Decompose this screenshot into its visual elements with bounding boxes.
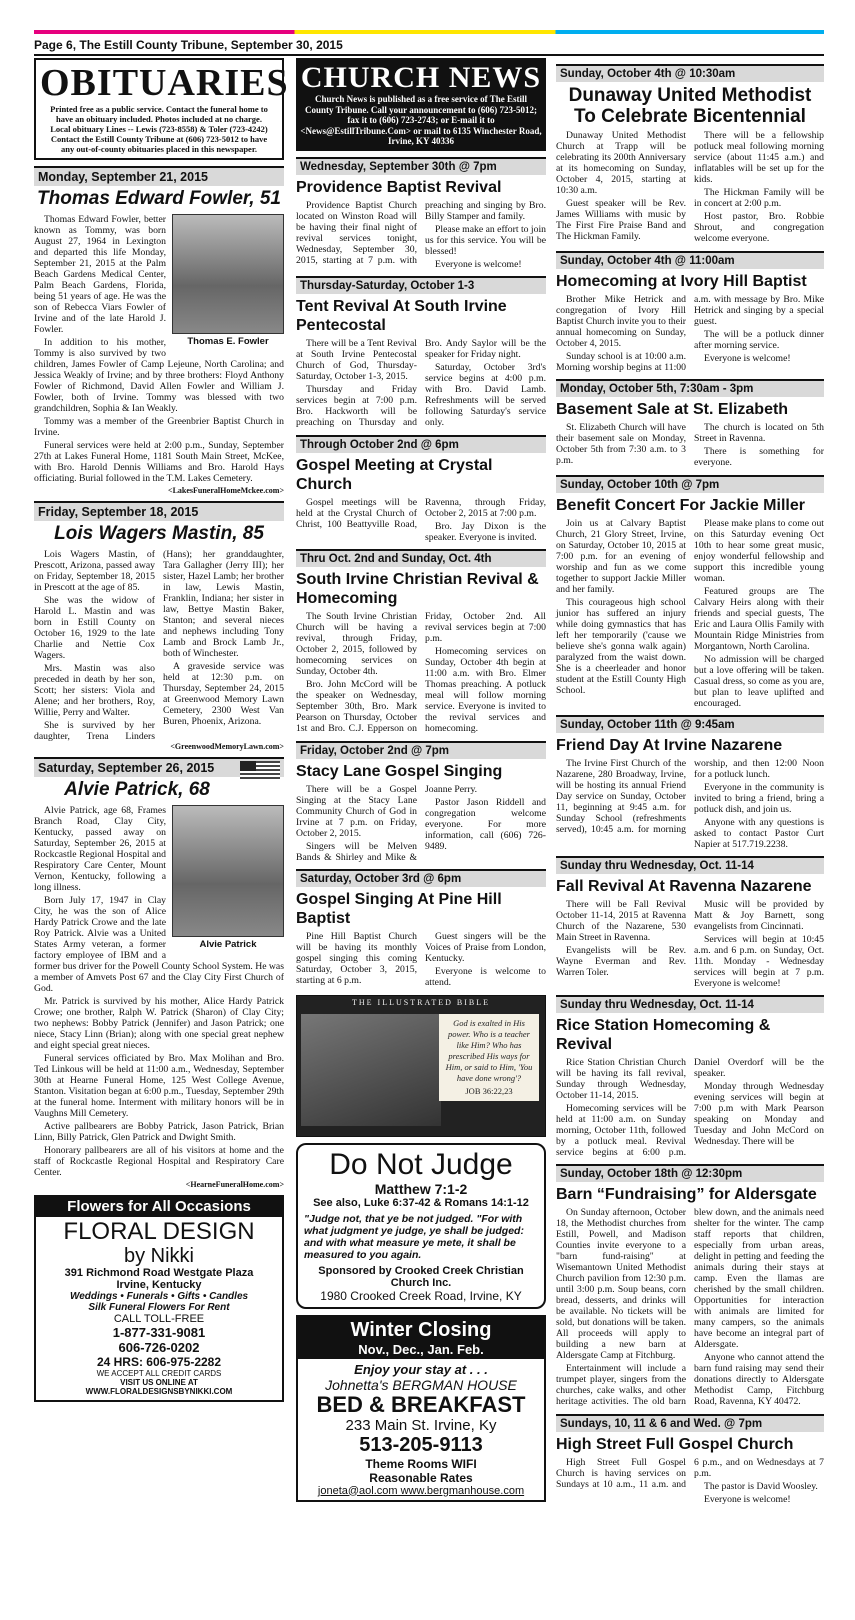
dnj-address: 1980 Crooked Creek Road, Irvine, KY (320, 1288, 522, 1303)
ad-bnb: BED & BREAKFAST (316, 1391, 526, 1417)
event-paragraph: Services will begin at 10:45 a.m. and 6 p.m. on Sunday, Oct. 11th. Monday - Wednesday services will begin at 7 p.m. Everyone is welcome! (694, 934, 824, 989)
portrait-photo (172, 805, 284, 937)
ad-services: Weddings • Funerals • Gifts • Candles (69, 1291, 249, 1302)
obit-body (34, 549, 284, 742)
event-paragraph: Everyone is welcome! (704, 1494, 791, 1505)
church-events-list (556, 64, 824, 1505)
obit-source: <LakesFuneralHomeMckee.com> (168, 486, 284, 495)
flag-icon (240, 761, 280, 781)
photo-caption: Thomas E. Fowler (187, 336, 269, 347)
church-event (556, 64, 824, 245)
event-paragraph: Please make an effort to join us for this service. You will be blessed! (425, 223, 546, 257)
event-paragraph: There is something for everyone. (694, 446, 824, 468)
event-body (556, 130, 824, 245)
header-rule (34, 54, 824, 56)
obit-paragraph: Thomas Edward Fowler, better known as Tommy, was born August 27, 1964 in Lexington and departed this life Monday, September 21, 2015 at the Palm Beach Gardens Medical Center, Palm Beach Gardens, Florida, being 51 years of age. He was the son of Rebecca Viars Fowler of Irvine and of the late Harold J. Fowler. (34, 214, 166, 335)
obit-date (34, 757, 284, 777)
event-paragraph: Thursday and Friday services begin at 7:00 p.m. Bro. Hackworth will be preaching on Thursday and Bro. Andy Saylor will be the speaker for Friday night. (296, 337, 546, 428)
obit-source: <GreenwoodMemoryLawn.com> (170, 742, 284, 751)
page-folio: Page 6, The Estill County Tribune, September 30, 2015 (34, 38, 343, 52)
event-paragraph: Please make plans to come out on this Saturday evening Oct 10th to hear some great music, enjoy wonderful fellowship and support this incredible young woman. (694, 518, 824, 584)
event-body (556, 1207, 824, 1408)
ad-visit: VISIT US ONLINE AT (120, 1378, 198, 1387)
ad-place: Johnetta's BERGMAN HOUSE (325, 1376, 517, 1393)
church-event (556, 715, 824, 850)
church-event (296, 869, 546, 989)
obit-paragraph: Mr. Patrick is survived by his mother, Alice Hardy Patrick Crowe; one brother, Ralph W. Patrick (Sharon) of Clay City; two nephews: Bobby Patrick (Jennifer) and Jason Patrick; one niece, Stacy Linn (Brian); along with one special great nephew and eight special great nieces. (34, 996, 284, 1051)
event-paragraph: Everyone is welcome to attend. (425, 965, 546, 988)
obit-paragraph: Funeral services were held at 2:00 p.m., Sunday, September 27th at Lakes Funeral Home, 1181 South Main Street, McKee, with Bro. Harold Dennis Williams and Bro. Harold Hays officiating. Burial followed in the T.M. Lakes Cemetery. (34, 440, 284, 484)
event-title: South Irvine Christian Revival & Homecoming (296, 570, 539, 607)
ad-phone: 1-877-331-9081 (112, 1325, 206, 1340)
obituaries-column (34, 58, 289, 1402)
event-date-bar: Sunday thru Wednesday, Oct. 11-14 (556, 995, 824, 1013)
event-paragraph: Music will be provided by Matt & Joy Barnett, song evangelists from Cincinnati. (694, 899, 824, 932)
obit-photo (172, 214, 284, 347)
ad-rates: Reasonable Rates (369, 1470, 473, 1485)
winter-line1: Winter Closing (350, 1318, 492, 1341)
obit-paragraph: In addition to his mother, Tommy is also survived by two children, James Fowler of Camp Lejeune, North Carolina; and Jessica Weakly of Irvine; and by three brothers: Floyd Anthony Fowler of Richmond, David Allen Fowler and William J. Fowler, both of Irvine. Tommy was blessed with two grandchildren, Sophia & Ian Weakly. (34, 337, 284, 414)
event-paragraph: Bro. John McCord will be the speaker on Wednesday, September 30th, Bro. Mark Pearson on Thursday, October 1st and Bro. C.J. Epperson on Friday, October 2nd. All revival services begin at 7:00 p.m. (296, 610, 546, 734)
event-title: Providence Baptist Revival (296, 178, 502, 196)
event-paragraph: No admission will be charged but a love offering will be taken. Casual dress, so come as you are, but plan to leave uplifted and encouraged. (694, 654, 824, 709)
event-body (556, 899, 824, 989)
church-event (556, 379, 824, 469)
event-title: Barn “Fundraising” for Aldersgate (556, 1186, 817, 1203)
event-paragraph: Evangelists will be Rev. Wayne Everman and Rev. Warren Toler. (556, 945, 686, 978)
event-paragraph: The pastor is David Woosley. (704, 1481, 818, 1492)
event-paragraph: High Street Full Gospel Church is having services on Sundays at 10 a.m., 11 a.m. and 6 p.m., and on Wednesdays at 7 p.m. (556, 1457, 824, 1490)
event-body (556, 294, 824, 373)
church-event (556, 1414, 824, 1505)
church-event (556, 856, 824, 989)
obit-name: Thomas Edward Fowler, 51 (37, 188, 281, 209)
ad-address: 391 Richmond Road Westgate Plaza (64, 1267, 254, 1279)
event-paragraph: There will be Fall Revival October 11-14, 2015 at Ravenna Church of the Nazarene, 530 Main Street in Ravenna. (556, 899, 686, 943)
obit-paragraph: Honorary pallbearers are all of his visitors at home and the staff of Rockcastle Regional Hospital and Respiratory Care Center. (34, 1145, 284, 1178)
event-paragraph: On Sunday afternoon, October 18, the Methodist churches from Estill, Powell, and Madison Counties invite everyone to a "barn fund-raising" at Wisemantown United Methodist Church pavilion from 12:30 p.m. until 3:00 p.m. Soup beans, corn bread, desserts, and drinks will be available. No tickets will be sold, but donations will be taken. All proceeds will apply to building a new barn at Aldersgate Camp at Fitchburg. (556, 1207, 686, 1361)
church-event (296, 435, 546, 543)
church-event (556, 251, 824, 373)
event-paragraph: There will be a fellowship potluck meal following morning service (about 11:45 a.m.) and inflatables will be set up for the kids. (694, 130, 824, 185)
ad-amenities: Theme Rooms WIFI (365, 1456, 477, 1471)
obit-paragraph: Lois Wagers Mastin, of Prescott, Arizona, passed away on Friday, September 18, 2015 in Prescott at the age of 85. (34, 549, 155, 593)
event-title: Basement Sale at St. Elizabeth (556, 401, 789, 418)
event-body (296, 497, 546, 543)
event-paragraph: Join us at Calvary Baptist Church, 21 Glory Street, Irvine, on Saturday, October 10, 2015 at 7:00 p.m. for an evening of worship and fun as we come together to support Jackie Miller and her family. (556, 518, 686, 595)
church-event (556, 1164, 824, 1408)
event-body (296, 338, 546, 429)
event-paragraph: Saturday, October 3rd's service begins at 4:00 p.m. with Bro. David Lamb. Refreshments will be served following Saturday's service only. (425, 361, 546, 428)
event-paragraph: Gospel meetings will be held at the Crystal Church of Christ, 100 Beattyville Road, Ravenna, through Friday, October 2, 2015 at 7:00 p.m. (296, 496, 546, 530)
obituaries-note-3: Local obituary Lines -- Lewis (723-8558) & Toler (723-4242) (50, 124, 268, 134)
bible-verse-text: God is exalted in His power. Who is a teacher like Him? Who has prescribed His ways for Him, or said to Him, 'You have done wrong'? (445, 1017, 533, 1083)
ad-city: Irvine, Kentucky (116, 1279, 202, 1291)
church-event (296, 276, 546, 429)
event-paragraph: Rice Station Christian Church will be having its fall revival, Sunday through Wednesday, October 11-14, 2015. (556, 1057, 686, 1101)
event-body (556, 518, 824, 709)
event-paragraph: Everyone is welcome! (704, 353, 791, 364)
obit-paragraph: A graveside service was held at 12:30 p.m. on Thursday, September 24, 2015 at Greenwood Memory Lawn Cemetery, 2300 West Van Buren, Phoenix, Arizona. (163, 661, 284, 727)
event-paragraph: Pine Hill Baptist Church will be having its monthly gospel singing this coming Saturday, October 3, 2015, starting at 6 p.m. (296, 930, 417, 986)
ad-header: Flowers for All Occasions (36, 1197, 282, 1217)
event-body (296, 931, 546, 989)
bible-verse (439, 1014, 539, 1101)
portrait-photo (172, 214, 284, 334)
event-paragraph: Singers will be Melven Bands & Shirley and Mike & Joanne Perry. (296, 783, 478, 863)
event-date-bar: Saturday, October 3rd @ 6pm (296, 869, 546, 887)
event-paragraph: St. Elizabeth Church will have their basement sale on Monday, October 5th from 7:30 a.m. to 3 p.m. (556, 422, 686, 466)
event-date-bar: Wednesday, September 30th @ 7pm (296, 157, 546, 175)
ad-hours: 24 HRS: 606-975-2282 (96, 1355, 222, 1369)
event-paragraph: The South Irvine Christian Church will be having a revival, through Friday, October 2, 2015, followed by homecoming services on Sunday, October 4th. (296, 610, 417, 677)
event-title: Fall Revival At Ravenna Nazarene (556, 878, 812, 895)
color-bar (34, 30, 824, 34)
event-paragraph: Pastor Jason Riddell and congregation welcome everyone. For more information, call (606) 726-9489. (425, 796, 546, 852)
ad-cards: WE ACCEPT ALL CREDIT CARDS (96, 1369, 222, 1378)
event-paragraph: Guest singers will be the Voices of Praise from London, Kentucky. (425, 930, 546, 964)
event-title: Dunaway United Methodist To Celebrate Bicentennial (568, 85, 812, 127)
event-paragraph: Monday through Wednesday evening services will begin at 7:00 p.m with Mark Pearson speaking on Monday and Tuesday and John McCord on Wednesday. There will be (694, 1081, 824, 1147)
dnj-sponsor: Sponsored by Crooked Creek Christian Church Inc. (318, 1264, 524, 1289)
obit-name: Alvie Patrick, 68 (64, 779, 210, 800)
event-date-bar: Sundays, 10, 11 & 6 and Wed. @ 7pm (556, 1414, 824, 1432)
obituaries-note-5: any out-of-county obituaries placed in this newspaper. (61, 144, 257, 154)
event-date-bar: Thursday-Saturday, October 1-3 (296, 276, 546, 294)
event-body (296, 200, 546, 270)
event-date-bar: Sunday, October 18th @ 12:30pm (556, 1164, 824, 1182)
obit-paragraph: Active pallbearers are Bobby Patrick, Jason Patrick, Brian Linn, Billy Patrick, Glen Patrick and Dwight Smith. (34, 1121, 284, 1143)
ad-subname: by Nikki (123, 1245, 194, 1267)
event-paragraph: Anyone who cannot attend the barn fund raising may send their donations directly to Aldersgate Methodist Camp, Fitchburg Road, Ravenna, KY 40472. (694, 1352, 824, 1407)
event-date-bar: Monday, October 5th, 7:30am - 3pm (556, 379, 824, 397)
dnj-title: Do Not Judge (329, 1147, 513, 1181)
bible-illustration (301, 1014, 441, 1126)
obit-paragraph: She was the widow of Harold L. Mastin and was born in Estill County on October 16, 1929 to the late Charlie and Nettie Cox Wagers. (34, 595, 155, 661)
dnj-quote: "Judge not, that ye be not judged. "For with what judgment ye judge, ye shall be judged: and with what measure ye mete, it shall be measured to you again. (304, 1212, 524, 1261)
event-title: Rice Station Homecoming & Revival (556, 1017, 771, 1053)
obit-paragraph: Born July 17, 1947 in Clay City, he was the son of Alice Hardy Patrick Crowe and the late Roy Patrick. Alvie was a United States Army veteran, a former factory employee of IBM and a former bus driver for the Powell County School System. He was a member of Amvets Post 67 and the Clay City First Church of God. (34, 895, 284, 994)
event-paragraph: Homecoming services on Sunday, October 4th begin at 11:00 a.m. with Bro. Elmer Thomas preaching. A potluck meal will follow morning service. Everyone is invited to the revival services and homecoming. (425, 645, 546, 734)
event-paragraph: Sunday school is at 10:00 a.m. Morning worship begins at 11:00 a.m. with message by Bro. Mike Hetrick and singing by a special guest. (556, 294, 824, 373)
church-event (556, 475, 824, 709)
event-paragraph: The church is located on 5th Street in Ravenna. (694, 422, 824, 444)
do-not-judge-box (296, 1143, 546, 1309)
event-title: High Street Full Gospel Church (556, 1436, 794, 1453)
church-event (296, 741, 546, 863)
event-date-bar: Sunday, October 4th @ 10:30am (556, 64, 824, 82)
event-paragraph: Dunaway United Methodist Church at Trapp will be celebrating its 200th Anniversary at its homecoming on Sunday, October 4, 2015, starting at 10:30 a.m. (556, 130, 686, 196)
event-paragraph: This courageous high school junior has suffered an injury while doing gymnastics that has left her temporarily ('cause we believe she's gonna walk again) paralyzed from the waist down. She is a cheerleader and honor student at the Estill County High School. (556, 597, 686, 696)
bible-verse-ref: JOB 36:22,23 (465, 1085, 513, 1096)
event-body (556, 1057, 824, 1158)
event-title: Gospel Singing At Pine Hill Baptist (296, 890, 502, 927)
winter-closing-banner (298, 1317, 544, 1359)
event-paragraph: Everyone is welcome! (435, 258, 522, 270)
obit-paragraph: She is survived by her daughter, Trena Linders (Hans); her granddaughter, Tara Gallagher (Jerry III); her sister, Hazel Lamb; her brother in law, Lewis Mastin, Franklin, Indiana; her sister in law, Bettye Mastin Baker, Stanton; and several nieces and nephews including Tony Lamb and Brock Lamb Jr., both of Winchester. (34, 549, 284, 742)
church-news-title: CHURCH NEWS (300, 61, 542, 94)
bergman-house-ad (296, 1315, 546, 1502)
event-paragraph: Everyone in the community is invited to bring a friend, bring a potluck dish, and join us. (694, 782, 824, 815)
event-title: Stacy Lane Gospel Singing (296, 762, 503, 780)
event-paragraph: The will be a potluck dinner after morning service. (694, 329, 824, 351)
church-news-column (296, 58, 546, 1502)
event-date-bar: Through October 2nd @ 6pm (296, 435, 546, 453)
event-paragraph: Entertainment will include a trumpet player, singers from the churches, cake walks, and other heritage activities. The old barn blew down, and the animals need shelter for the winter. The camp staff reports that children, especially from urban areas, delight in petting and feeding the animals during their stays at camp. Even the llamas are cherished by the small children. Opportunities for interaction with animals are limited for many campers, so the animals have become an integral part of Aldersgate. (556, 1207, 824, 1407)
church-event (556, 995, 824, 1158)
ad-tollfree: CALL TOLL-FREE (113, 1313, 205, 1325)
event-body (296, 611, 546, 735)
church-events-right-column (556, 58, 824, 1505)
dnj-ref: Matthew 7:1-2 (374, 1180, 468, 1197)
ad-phone: 606-726-0202 (118, 1340, 200, 1355)
event-body (556, 758, 824, 850)
obit-name: Lois Wagers Mastin, 85 (54, 523, 264, 544)
church-events-list (296, 157, 546, 989)
bergman-house-body (298, 1359, 544, 1500)
obit-date: Friday, September 18, 2015 (34, 501, 284, 521)
ad-phone: 513-205-9113 (359, 1433, 483, 1456)
church-news-header (296, 58, 546, 151)
event-title: Friend Day At Irvine Nazarene (556, 737, 783, 754)
event-title: Homecoming at Ivory Hill Baptist (556, 273, 807, 290)
event-paragraph: Featured groups are The Calvary Heirs along with their friends and special guests, The Eric and Laura Ollis Family with Mountain Ridge Ministries from Morgantown, North Carolina. (694, 586, 824, 652)
photo-caption: Alvie Patrick (199, 939, 257, 950)
church-news-note: Church News is published as a free service of The Estill County Tribune. Call your announcement to (606) 723-5012; fax it to (606) 723-2743; or E-mail it to <News@EstillTribune.Com> or mail to 6135 Winchester Road, Irvine, KY 40336 (300, 94, 542, 146)
ad-url[interactable]: WWW.FLORALDESIGNSBYNIKKI.COM (85, 1387, 233, 1396)
event-paragraph: The Irvine First Church of the Nazarene, 280 Broadway, Irvine, will be hosting its annual Friend Day service on Sunday, October 11, beginning at 9:45 a.m. for Sunday School (refreshments served), 10:45 a.m. for morning worship, and then 12:00 Noon for a potluck lunch. (556, 758, 824, 835)
event-paragraph: There will be a Gospel Singing at the Stacy Lane Community Church of God in Irvine at 7 p.m. on Friday, October 2, 2015. (296, 783, 417, 839)
ad-enjoy: Enjoy your stay at . . . (354, 1361, 488, 1377)
event-body (556, 422, 824, 469)
event-date-bar: Thru Oct. 2nd and Sunday, Oct. 4th (296, 549, 546, 567)
event-paragraph: The Hickman Family will be in concert at 2:00 p.m. (694, 187, 824, 209)
church-event (296, 549, 546, 735)
event-paragraph: Host pastor, Bro. Robbie Shrout, and congregation welcome everyone. (694, 211, 824, 244)
obit-date: Monday, September 21, 2015 (34, 166, 284, 186)
dnj-also: See also, Luke 6:37-42 & Romans 14:1-12 (313, 1196, 529, 1209)
ad-address: 233 Main St. Irvine, Ky (345, 1416, 497, 1434)
obituaries-title: OBITUARIES (40, 62, 289, 104)
obit-paragraph: Alvie Patrick, age 68, Frames Branch Road, Clay City, Kentucky, passed away on Saturday, September 26, 2015 at Rockcastle Regional Hospital and Respiratory Care Center, Mount Vernon, Kentucky, following a long illness. (34, 805, 166, 893)
obituaries-note-1: Printed free as a public service. Contact the funeral home to (50, 104, 268, 114)
event-paragraph: Bro. Jay Dixon is the speaker. Everyone is invited. (425, 520, 546, 543)
event-paragraph: Anyone with any questions is asked to contact Pastor Curt Napier at 517.719.2238. (694, 817, 824, 850)
obit-photo (172, 805, 284, 950)
event-body (296, 784, 546, 863)
event-date-bar: Sunday, October 11th @ 9:45am (556, 715, 824, 733)
event-paragraph: Guest speaker will be Rev. James Williams with music by The First Fire Praise Band and The Hickman Family. (556, 198, 686, 242)
bible-header: THE ILLUSTRATED BIBLE (352, 997, 490, 1007)
event-title: Gospel Meeting at Crystal Church (296, 456, 493, 493)
obituaries-note-2: have an obituary included. Photos included at no charge. (56, 114, 262, 124)
event-title: Benefit Concert For Jackie Miller (556, 497, 805, 514)
ad-name: FLORAL DESIGN (63, 1218, 255, 1245)
obituaries-header (34, 58, 289, 160)
event-body (556, 1457, 824, 1505)
event-date-bar: Sunday, October 4th @ 11:00am (556, 251, 824, 269)
event-paragraph: Homecoming services will be held at 11:00 a.m. on Sunday morning, October 11th, followed by a potluck meal. Revival service begins at 6:00 p.m. Daniel Overdorf will be the speaker. (556, 1057, 824, 1158)
event-paragraph: Providence Baptist Church located on Winston Road will be having their final night of revival services tonight, Wednesday, September 30, 2015, starting at 7 p.m. with preaching and singing by Bro. Billy Stamper and family. (296, 199, 546, 266)
obituaries-note-4: Contact the Estill County Tribune at (606) 723-5012 to have (50, 134, 268, 144)
event-paragraph: There will be a Tent Revival at South Irvine Pentecostal Church of God, Thursday-Saturday, October 1-3, 2015. (296, 337, 417, 382)
floral-design-ad (34, 1195, 284, 1402)
illustrated-bible (296, 995, 546, 1137)
event-paragraph: Brother Mike Hetrick and congregation of Ivory Hill Baptist Church invite you to their annual homecoming on Sunday, October 4, 2015. (556, 294, 686, 349)
event-date-bar: Friday, October 2nd @ 7pm (296, 741, 546, 759)
event-date-bar: Sunday, October 10th @ 7pm (556, 475, 824, 493)
ad-silk: Silk Funeral Flowers For Rent (88, 1302, 230, 1313)
winter-line2: Nov., Dec., Jan. Feb. (358, 1341, 484, 1357)
obit-paragraph: Funeral services officiated by Bro. Max Molihan and Bro. Ted Linkous will be held at 11:00 a.m., Wednesday, September 30th at Hearne Funeral Home, 125 West College Avenue, Stanton. Visitation began at 6:00 p.m., Tuesday, September 29th at the funeral home. Interment with military honors will be in Vaughns Mill Cemetery. (34, 1053, 284, 1119)
obit-paragraph: Mrs. Mastin was also preceded in death by her son, Scott; her sisters: Viola and Alene; and her brothers, Roy, Willie, Perry and Walter. (34, 663, 155, 718)
ad-contact[interactable]: joneta@aol.com www.bergmanhouse.com (317, 1484, 525, 1497)
obit-source: <HearneFuneralHome.com> (185, 1180, 284, 1189)
event-title: Tent Revival At South Irvine Pentecostal (296, 297, 507, 334)
church-event (296, 157, 546, 270)
obit-paragraph: Tommy was a member of the Greenbrier Baptist Church in Irvine. (34, 416, 284, 438)
event-date-bar: Sunday thru Wednesday, Oct. 11-14 (556, 856, 824, 874)
obit-date-text: Saturday, September 26, 2015 (38, 761, 215, 775)
